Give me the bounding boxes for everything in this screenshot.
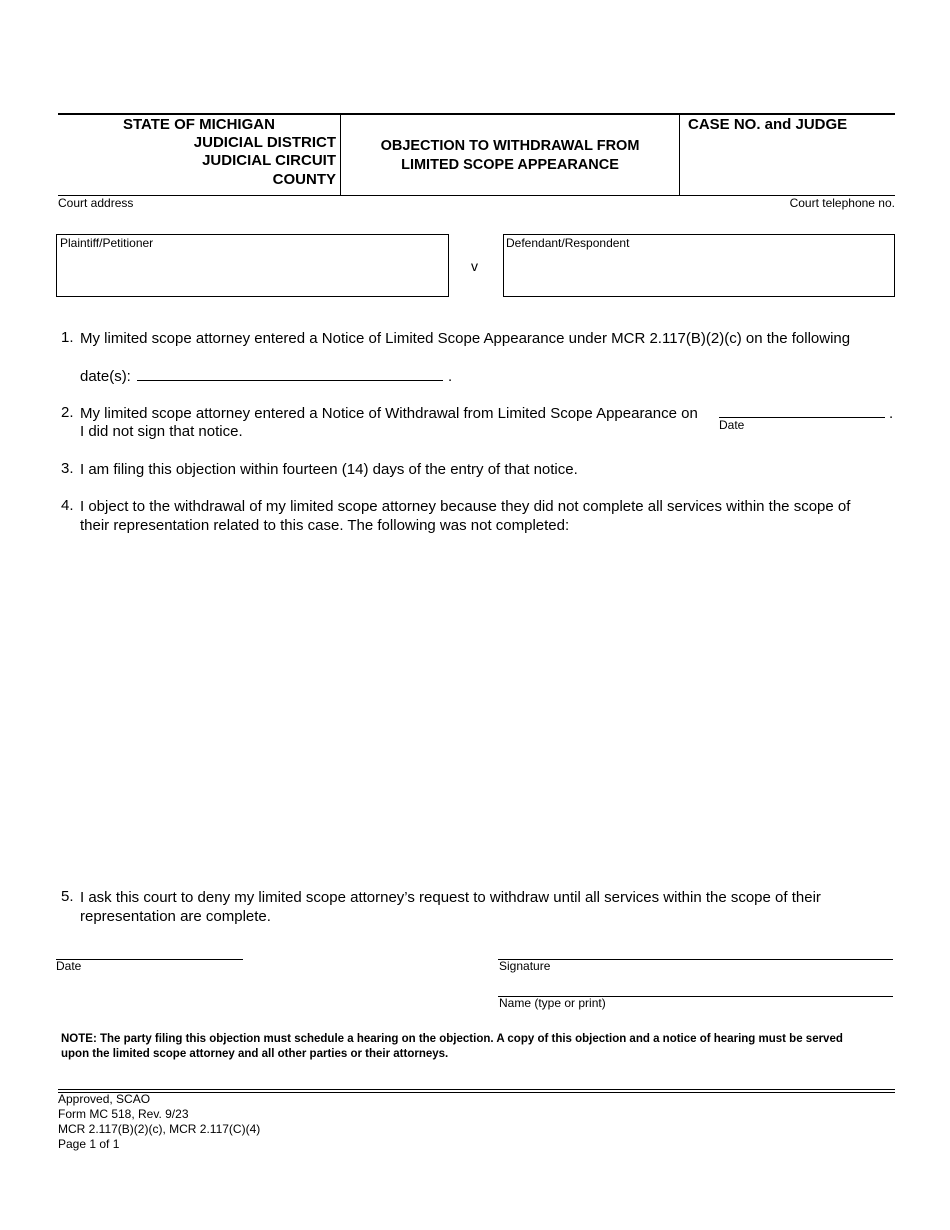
defendant-label: Defendant/Respondent: [506, 236, 630, 250]
item1-dates-label: date(s):: [80, 368, 131, 385]
footer-rule-top: [58, 1089, 895, 1090]
circuit-label: JUDICIAL CIRCUIT: [202, 152, 336, 169]
header-top-rule: [58, 113, 895, 115]
date-label: Date: [56, 959, 82, 973]
county-label: COUNTY: [272, 171, 336, 188]
footer-page: Page 1 of 1: [58, 1137, 120, 1151]
form-title-line1: OBJECTION TO WITHDRAWAL FROM: [380, 138, 640, 154]
item2-period: .: [889, 405, 894, 422]
item1-period: .: [448, 368, 453, 385]
footer-mcr: MCR 2.117(B)(2)(c), MCR 2.117(C)(4): [58, 1122, 261, 1136]
form-title-line2: LIMITED SCOPE APPEARANCE: [401, 157, 619, 173]
defendant-box[interactable]: [503, 234, 895, 297]
name-label: Name (type or print): [499, 996, 606, 1010]
item1-dates-field[interactable]: [137, 380, 443, 381]
plaintiff-label: Plaintiff/Petitioner: [60, 236, 154, 250]
item5-text-line1: I ask this court to deny my limited scope attorney’s request to withdraw until all services within the scope of their: [80, 889, 821, 906]
item2-text-line2: I did not sign that notice.: [80, 423, 243, 440]
item5-text-line2: representation are complete.: [80, 908, 271, 925]
date-signature-line[interactable]: [56, 959, 243, 960]
header-bottom-rule: [58, 195, 895, 196]
item4-text-line1: I object to the withdrawal of my limited scope attorney because they did not complete all services within the scope of: [80, 498, 851, 515]
item2-text: My limited scope attorney entered a Notice of Withdrawal from Limited Scope Appearance on: [80, 405, 698, 422]
footer-approved: Approved, SCAO: [58, 1092, 151, 1106]
note-text: [61, 1032, 901, 1062]
item4-response-area[interactable]: [80, 540, 895, 875]
signature-line[interactable]: [498, 959, 893, 960]
state-label: STATE OF MICHIGAN: [123, 116, 275, 133]
item2-number: 2.: [61, 404, 74, 421]
plaintiff-box[interactable]: [56, 234, 449, 297]
court-address-label: Court address: [58, 196, 134, 210]
item3-number: 3.: [61, 460, 74, 477]
district-label: JUDICIAL DISTRICT: [193, 134, 336, 151]
item1-number: 1.: [61, 329, 74, 346]
note-line1: NOTE: The party filing this objection must schedule a hearing on the objection. A copy of this objection and a notice of hearing must be served: [61, 1033, 843, 1045]
footer-block: [58, 1092, 260, 1152]
item4-text-line2: their representation related to this case. The following was not completed:: [80, 517, 570, 534]
item2-date-label: Date: [719, 418, 745, 432]
case-no-label: CASE NO. and JUDGE: [688, 116, 848, 133]
item1-text: My limited scope attorney entered a Notice of Limited Scope Appearance under MCR 2.117(B)(2)(c) on the following: [80, 330, 851, 347]
form-title: [341, 137, 679, 175]
versus-label: v: [471, 258, 478, 274]
court-phone-label: Court telephone no.: [789, 196, 895, 210]
header-divider-right: [679, 113, 680, 196]
note-line2: upon the limited scope attorney and all other parties or their attorneys.: [61, 1048, 449, 1060]
footer-form: Form MC 518, Rev. 9/23: [58, 1107, 189, 1121]
signature-label: Signature: [499, 959, 551, 973]
item4-number: 4.: [61, 497, 74, 514]
item3-text: I am filing this objection within fourteen (14) days of the entry of that notice.: [80, 461, 578, 478]
item5-number: 5.: [61, 888, 74, 905]
